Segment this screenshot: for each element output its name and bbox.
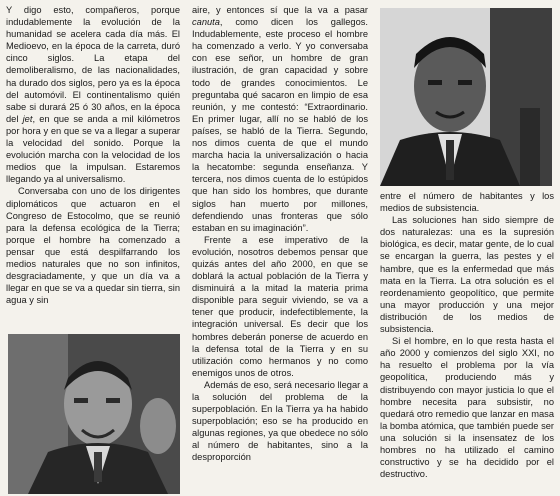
speaker-photo-top-right [380, 8, 552, 186]
italic-word: canuta [192, 17, 220, 28]
paragraph: Las soluciones han sido siempre de dos naturalezas: una es la supresión biológica, es decir, matar gente, de lo cual se encargan la guerra, las pestes y el hambre, que es la enfermedad que más mata en la Tierra. La otra solución es el reordenamiento geopolítico, que permite una mayor producción y una mejor distribución de los medios de subsistencia. [380, 215, 554, 335]
paragraph: Frente a ese imperativo de la evolución, nosotros debemos pensar que quizás antes del año 2000, en que se doblará la actual población de la Tierra y disminuirá a la mitad la materia prima disponible para seguir viviendo, se va a tener que producir, indefectiblemente, la integración universal. Es decir que los hombres deberán ponerse de acuerdo en la defensa total de la Tierra y en su utilización como hermanos y no como enemigos unos de otros. [192, 234, 368, 378]
paragraph-text: Y digo esto, compañeros, porque indudablemente la evolución de la humanidad se acelera cada día más. El Medioevo, en la época de la carreta, duró cinco siglos. La etapa del demoliberalismo, de las nacionalidades, ha durado dos siglos, pero ya es la época del automóvil. El continentalismo quién sabe si durará 25 ó 30 años, en la época del [6, 5, 180, 124]
portrait-image [8, 334, 180, 494]
paragraph: Conversaba con uno de los dirigentes diplomáticos que actuaron en el Congreso de Estocolmo, que se reunió para la defensa ecológica de la Tierra; porque el hombre ha comenzado a pensar que está despilfarrando los medios naturales que no son infinitos, desgraciadamente, y que un día va a llegar en que se va a quedar sin tierra, sin agua y sin [6, 186, 180, 306]
paragraph [192, 4, 368, 234]
paragraph-text: , como dicen los gallegos. Indudablemente, este proceso el hombre ha comenzado a verlo. Y yo conversaba con ese señor, un hombre de gran ilustración, de gran capacidad y sobre todo de grandes conocimientos. Le preguntaba qué sacaron en limpio de esa reunión, y me contestó: “Extraordinario. En primer lugar, allí no se habló de los países, se habló de la Tierra. Segundo, nos dimos cuenta de que el mundo marcha hacia la universalización o hacia la hecatombe: segunda enseñanza. Y tercera, nos dimos cuenta de lo estúpidos que han sido los hombres, que durante siglos han muerto por millones, defendiendo unas fronteras que sólo estaban en su imaginación”. [192, 17, 368, 233]
italic-word: jet [22, 113, 33, 124]
text-column-3 [380, 190, 554, 480]
paragraph: Además de eso, será necesario llegar a la solución del problema de la superpoblación. En la Tierra ya ha habido superpoblación; eso se ha producido en algunas regiones, ya que obedece no sólo al número de habitantes, sino a la desproporción [192, 379, 368, 463]
portrait-image [380, 8, 552, 186]
paragraph: entre el número de habitantes y los medios de subsistencia. [380, 191, 554, 214]
paragraph: Si el hombre, en lo que resta hasta el año 2000 y comienzos del siglo XXI, no ha resuelto el problema por la vía geopolítica, produciendo más y distribuyendo con mayor justicia lo que el hombre necesita para subsistir, no quedará otro remedio que lanzar en masa la bomba atómica, que también puede ser una solución si la insensatez de los hombres no ha utilizado el camino constructivo y se ha decidido por el destructivo. [380, 336, 554, 480]
paragraph-text: aire, y entonces sí que la va a pasar [192, 5, 368, 15]
speaker-photo-bottom-left [8, 334, 180, 494]
text-column-2 [192, 4, 368, 464]
paragraph [6, 4, 180, 185]
text-column-1 [6, 4, 180, 306]
paragraph-text: , en que se anda a mil kilómetros por hora y en que se va a llegar a superar la velocidad del sonido. Porque la evolución marcha con la velocidad de los medios que la impulsan. Estaremos llegando ya al universalismo. [6, 113, 180, 185]
